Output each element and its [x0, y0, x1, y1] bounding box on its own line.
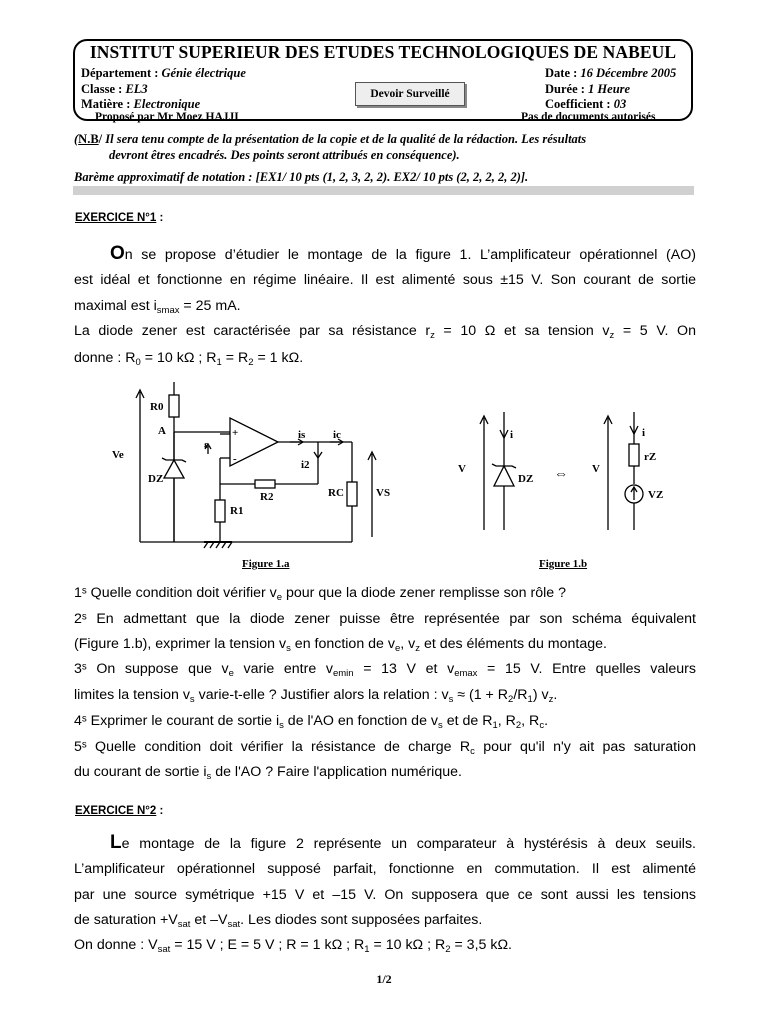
nb-label: N.B: [78, 132, 99, 146]
rz-resistor: [629, 444, 639, 466]
label-minus: -: [233, 453, 237, 465]
question-3-line-1: 3ˢ On suppose que $v_e$ varie entre $v_{emin} = 13$ V et $v_{emax} = 15$ V. Entre quelles valeurs: [74, 661, 696, 679]
ex2-line-4: de saturation $+V_{sat}$ et $-V_{sat}$. Les diodes sont supposées parfaites.: [74, 912, 483, 930]
label-is: is: [298, 429, 306, 441]
question-2-line-2: (Figure 1.b), exprimer la tension $v_s$ en fonction de $v_e$, $v_z$ et des éléments du montage.: [74, 636, 607, 654]
r1-resistor: [215, 500, 225, 522]
label-b-v: V: [458, 463, 466, 475]
class-line: [81, 82, 148, 97]
ex2-line-3: par une source symétrique +15 V et –15 V. On supposera que ce sont aussi les tensions: [74, 887, 696, 903]
subject-value: Electronique: [133, 97, 201, 111]
question-1: 1ˢ Quelle condition doit vérifier $v_e$ pour que la diode zener remplisse son rôle ?: [74, 585, 566, 603]
zener-diode: [164, 460, 184, 478]
bareme: Barème approximatif de notation : [EX1/ 10 pts (1, 2, 3, 2, 2). EX2/ 10 pts (2, 2, 2, 2, 2)].: [74, 170, 529, 184]
figure-1a-circuit: [100, 372, 400, 552]
question-5-line-2: du courant de sortie $i_s$ de l'AO ? Faire l'application numérique.: [74, 764, 462, 782]
question-4: 4ˢ Exprimer le courant de sortie $i_s$ de l'AO en fonction de $v_s$ et de $R_1$, $R_2$, $R_c$.: [74, 713, 549, 731]
label-epsilon: ε: [204, 439, 209, 451]
label-vs: VS: [376, 487, 391, 499]
label-r2: R2: [260, 491, 274, 503]
opamp-triangle: [230, 418, 278, 466]
ex1-zener-line: La diode zener est caractérisée par sa résistance $r_z = 10$ Ω et sa tension $v_z = 5$ V. On: [74, 323, 696, 341]
ex1-intro-line-3: maximal est $i_{smax} = 25$ mA.: [74, 298, 241, 316]
nb-line-2: devront êtres encadrés. Des points seront attribués en conséquence).: [109, 148, 460, 162]
ex1-intro-line-1: On se propose d’étudier le montage de la figure 1. L’amplificateur opérationnel (AO): [110, 243, 696, 264]
label-r0: R0: [150, 401, 164, 413]
date-label: Date :: [545, 66, 578, 80]
ex1-values-line: donne : $R_0 = 10$ kΩ ; $R_1 = R_2 = 1$ kΩ.: [74, 350, 304, 368]
label-plus: +: [232, 427, 239, 439]
ex2-line-5: On donne : $V_{sat} = 15$ V ; E = 5 V ; R = 1 kΩ ; $R_1 = 10$ kΩ ; $R_2 = 3,5$ kΩ.: [74, 937, 512, 955]
nb-line-1: (N.B/ Il sera tenu compte de la présentation de la copie et de la qualité de la rédaction. Les résultats: [74, 132, 587, 146]
figure-1b-circuit: [448, 408, 668, 538]
question-5-line-1: 5ˢ Quelle condition doit vérifier la résistance de charge $R_c$ pour qu'il n'y ait pas saturation: [74, 739, 697, 757]
coefficient-line: [545, 97, 626, 112]
label-b-rz: rZ: [644, 451, 657, 463]
exercise1-title: EXERCICE N°1 :: [75, 212, 164, 224]
figure-1b-caption: Figure 1.b: [539, 558, 588, 570]
ex2-line-2: L’amplificateur opérationnel supposé parfait, fonctionne en commutation. Il est alimenté: [74, 861, 696, 877]
label-b-dz: DZ: [518, 473, 534, 485]
date-line: [545, 66, 676, 81]
ex2-line-1: Le montage de la figure 2 représente un comparateur à hystérésis à deux seuils.: [110, 832, 696, 853]
duration-line: [545, 82, 630, 97]
label-dz: DZ: [148, 473, 164, 485]
label-ve: Ve: [112, 449, 124, 461]
label-rc: RC: [328, 487, 344, 499]
subject-line: [81, 97, 200, 112]
zener-diode-b: [494, 466, 514, 486]
class-value: EL3: [125, 82, 148, 96]
label-b-i: i: [510, 429, 514, 441]
date-value: 16 Décembre 2005: [580, 66, 677, 80]
label-ic: ic: [333, 429, 341, 441]
figure-1a-caption: Figure 1.a: [242, 558, 290, 570]
department-line: [81, 66, 246, 81]
exam-type-badge: Devoir Surveillé: [355, 82, 465, 106]
ex1-intro-line-2: est idéal et fonctionne en régime linéaire. Il est alimenté sous ±15 V. Son courant de sortie: [74, 272, 696, 288]
label-b-vz: VZ: [648, 489, 664, 501]
coefficient-label: Coefficient :: [545, 97, 611, 111]
question-3-line-2: limites la tension $v_s$ varie-t-elle ? Justifier alors la relation : $v_s \approx (1 + R_2/R_1)$ $v_z$.: [74, 687, 558, 705]
nb-text-1: Il sera tenu compte de la présentation de la copie et de la qualité de la rédaction. Les résultats: [105, 132, 587, 146]
institute-title: INSTITUT SUPERIEUR DES ETUDES TECHNOLOGIQUES DE NABEUL: [89, 42, 677, 62]
label-r1: R1: [230, 505, 244, 517]
duration-label: Durée :: [545, 82, 585, 96]
department-label: Département :: [81, 66, 159, 80]
exercise2-title: EXERCICE N°2 :: [75, 805, 164, 817]
equivalence-symbol: ⇔: [554, 467, 568, 482]
department-value: Génie électrique: [161, 66, 246, 80]
question-2-line-1: 2ˢ En admettant que la diode zener puisse être représentée par son schéma équivalent: [74, 611, 696, 627]
r0-resistor: [169, 395, 179, 417]
label-b-v2: V: [592, 463, 600, 475]
documents-note: Pas de documents autorisés: [521, 111, 656, 123]
separator-bar: [73, 186, 694, 195]
header-box: [73, 39, 693, 121]
coefficient-value: 03: [613, 97, 627, 111]
class-label: Classe :: [81, 82, 123, 96]
rc-resistor: [347, 482, 357, 506]
proposed-by: Proposé par Mr Moez HAJJI: [95, 111, 239, 123]
r2-resistor: [255, 480, 275, 488]
subject-label: Matière :: [81, 97, 131, 111]
label-i2: i2: [301, 459, 310, 471]
page-number: 1/2: [376, 972, 392, 986]
label-b-i2: i: [642, 427, 646, 439]
label-a: A: [158, 425, 166, 437]
duration-value: 1 Heure: [588, 82, 631, 96]
